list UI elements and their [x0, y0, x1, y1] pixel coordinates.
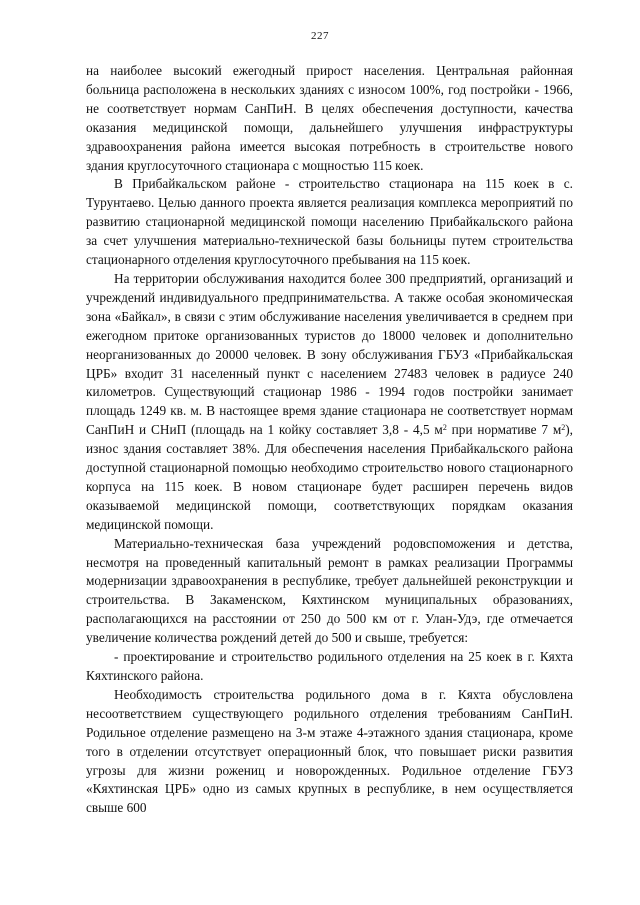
paragraph-6: Необходимость строительства родильного дома в г. Кяхта обусловлена несоответствием существующего родильного отделения требованиям СанПиН. Родильное отделение размещено на 3-м этаже 4-этажного здания стационара, кроме того в отделении отсутствует операционный блок, что повышает риски развития угрозы для жизни рожениц и новорожденных. Родильное отделение ГБУЗ «Кяхтинская ЦРБ» одно из самых крупных в республике, в нем осуществляется свыше 600 [86, 686, 573, 816]
document-body [86, 62, 573, 818]
paragraph-3-part-1: На территории обслуживания находится более 300 предприятий, организаций и учреждений индивидуального предпринимательства. А также особая экономическая зона «Байкал», в связи с этим обслуживание населения увеличивается в среднем при ежегодном притоке организованных туристов до 18000 человек и дополнительно неорганизованных до 20000 человек. В зону обслуживания ГБУЗ «Прибайкальская ЦРБ» входит 31 населенный пункт с населением 27483 человек в радиусе 240 километров. Существующий стационар 1986 - 1994 годов постройки занимает площадь 1249 кв. м. В настоящее время здание стационара не соответствует нормам СанПиН и СНиП (площадь на 1 койку составляет 3,8 - 4,5 м [86, 270, 573, 438]
superscript-squared: 2 [561, 423, 566, 433]
superscript-squared: 2 [442, 423, 447, 433]
paragraph-2: В Прибайкальском районе - строительство стационара на 115 коек в с. Турунтаево. Целью данного проекта является реализация комплекса мероприятий по развитию стационарной медицинской помощи населению Прибайкальского района за счет улучшения материально-технической базы больницы путем строительства стационарного отделения круглосуточного пребывания на 115 коек. [86, 176, 573, 268]
paragraph-1: на наиболее высокий ежегодный прирост населения. Центральная районная больница расположена в нескольких зданиях с износом 100%, год постройки - 1966, не соответствует нормам СанПиН. В целях обеспечения доступности, качества оказания медицинской помощи, дальнейшего улучшения инфраструктуры здравоохранения района имеется высокая потребность в строительстве нового здания круглосуточного стационара с мощностью 115 коек. [86, 63, 573, 173]
paragraph-4: Материально-техническая база учреждений родовспоможения и детства, несмотря на проведенный капитальный ремонт в рамках реализации Программы модернизации здравоохранения в республике, требует дальнейшей реконструкции и строительства. В Закаменском, Кяхтинском муниципальных образованиях, располагающихся на расстоянии от 250 до 500 км от г. Улан-Удэ, где отмечается увеличение количества рождений детей до 500 и свыше, требуется: [86, 535, 573, 646]
paragraph-5-list-item: - проектирование и строительство родильного отделения на 25 коек в г. Кяхта Кяхтинского района. [86, 649, 573, 683]
paragraph-3-part-3: ), износ здания составляет 38%. Для обеспечения населения Прибайкальского района доступной стационарной помощью необходимо строительство нового стационарного корпуса на 115 коек. В новом стационаре будет расширен перечень видов оказываемой медицинской помощи, соответствующих порядкам оказания медицинской помощи. [86, 422, 573, 532]
paragraph-3-part-2: при нормативе 7 м [446, 422, 562, 438]
paragraph-3 [86, 270, 573, 535]
page-number: 227 [311, 30, 329, 42]
